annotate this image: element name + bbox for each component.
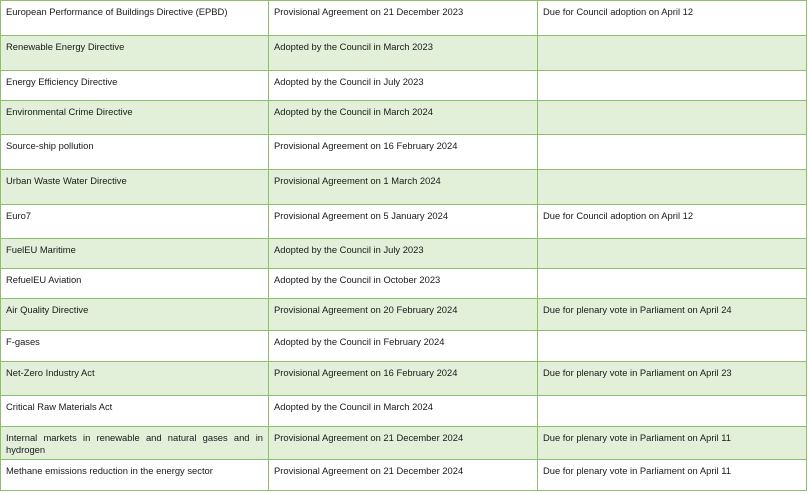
table-row — [1, 460, 807, 491]
legislation-next-step: Due for plenary vote in Parliament on April 23 — [538, 362, 807, 396]
legislation-next-step — [538, 36, 807, 71]
legislation-name: Air Quality Directive — [1, 299, 269, 331]
table-row — [1, 135, 807, 170]
legislation-name: Energy Efficiency Directive — [1, 71, 269, 101]
legislation-status: Provisional Agreement on 1 March 2024 — [269, 170, 538, 205]
legislation-name: Source-ship pollution — [1, 135, 269, 170]
legislation-status: Provisional Agreement on 16 February 2024 — [269, 135, 538, 170]
legislation-status: Adopted by the Council in March 2024 — [269, 396, 538, 427]
legislation-status: Provisional Agreement on 21 December 2024 — [269, 460, 538, 491]
legislation-name: RefuelEU Aviation — [1, 269, 269, 299]
table-row — [1, 170, 807, 205]
table-row — [1, 269, 807, 299]
legislation-next-step: Due for plenary vote in Parliament on April 11 — [538, 460, 807, 491]
legislation-status: Adopted by the Council in March 2024 — [269, 101, 538, 135]
legislation-next-step: Due for plenary vote in Parliament on April 24 — [538, 299, 807, 331]
table-row — [1, 362, 807, 396]
legislation-name: European Performance of Buildings Directive (EPBD) — [1, 1, 269, 36]
legislation-status: Adopted by the Council in February 2024 — [269, 331, 538, 362]
legislation-status: Provisional Agreement on 21 December 2024 — [269, 427, 538, 460]
table-row — [1, 1, 807, 36]
legislation-next-step — [538, 170, 807, 205]
table-row — [1, 71, 807, 101]
table-row — [1, 427, 807, 460]
legislation-status: Adopted by the Council in July 2023 — [269, 71, 538, 101]
legislation-next-step: Due for Council adoption on April 12 — [538, 1, 807, 36]
table-row — [1, 36, 807, 71]
table-row — [1, 331, 807, 362]
legislation-name: Euro7 — [1, 205, 269, 239]
table-row — [1, 299, 807, 331]
legislation-status: Adopted by the Council in July 2023 — [269, 239, 538, 269]
legislation-next-step: Due for plenary vote in Parliament on April 11 — [538, 427, 807, 460]
legislation-name: Net-Zero Industry Act — [1, 362, 269, 396]
legislation-name: F-gases — [1, 331, 269, 362]
legislation-name: Methane emissions reduction in the energy sector — [1, 460, 269, 491]
table-row — [1, 205, 807, 239]
legislation-status: Provisional Agreement on 16 February 2024 — [269, 362, 538, 396]
legislation-next-step — [538, 135, 807, 170]
table-row — [1, 396, 807, 427]
legislation-status: Adopted by the Council in October 2023 — [269, 269, 538, 299]
legislation-next-step — [538, 331, 807, 362]
legislation-name: Urban Waste Water Directive — [1, 170, 269, 205]
legislation-name: Critical Raw Materials Act — [1, 396, 269, 427]
legislation-name: Environmental Crime Directive — [1, 101, 269, 135]
legislation-next-step — [538, 101, 807, 135]
legislation-status: Provisional Agreement on 21 December 2023 — [269, 1, 538, 36]
legislation-next-step — [538, 269, 807, 299]
table-row — [1, 101, 807, 135]
legislation-next-step — [538, 71, 807, 101]
table-row — [1, 239, 807, 269]
legislation-status: Adopted by the Council in March 2023 — [269, 36, 538, 71]
legislation-name: FuelEU Maritime — [1, 239, 269, 269]
legislation-name: Internal markets in renewable and natural gases and in hydrogen — [1, 427, 269, 460]
legislation-status: Provisional Agreement on 20 February 2024 — [269, 299, 538, 331]
legislation-next-step — [538, 239, 807, 269]
legislation-status: Provisional Agreement on 5 January 2024 — [269, 205, 538, 239]
legislation-name: Renewable Energy Directive — [1, 36, 269, 71]
legislation-next-step: Due for Council adoption on April 12 — [538, 205, 807, 239]
legislation-next-step — [538, 396, 807, 427]
